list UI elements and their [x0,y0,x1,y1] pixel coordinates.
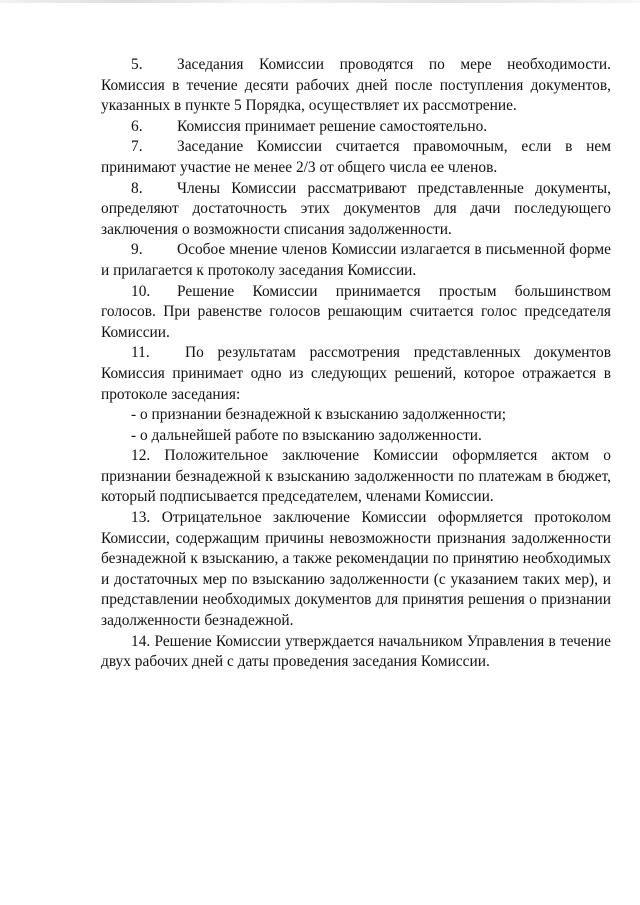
paragraph-text: Особое мнение членов Комиссии излагается в письменной форме и прилагается к протоколу заседания Комиссии. [101,241,611,279]
paragraph-text: Решение Комиссии принимается простым большинством голосов. При равенстве голосов решающим считается голос председателя Комиссии. [101,282,611,341]
list-item: - о дальнейшей работе по взысканию задолженности. [131,426,482,444]
paragraph-13: 13. Отрицательное заключение Комиссии оформляется протоколом Комиссии, содержащим причины невозможности признания задолженности безнадежной к взысканию, а также рекомендации по принятию необходимых и достаточных мер по взысканию задолженности (с указанием таких мер), и представлении необходимых документов для принятия решения о признании задолженности безнадежной. [101,509,611,630]
paragraph-14: 14. Решение Комиссии утверждается начальником Управления в течение двух рабочих дней с даты проведения заседания Комиссии. [101,632,611,671]
scan-top-edge [0,0,640,3]
paragraph-number: 11. [131,344,150,362]
paragraph-6 [101,117,611,138]
paragraph-number: 5. [131,56,143,73]
paragraph-text: По результатам рассмотрения представленных документов Комиссия принимает одно из следующих решений, которое отражается в протоколе заседания: [101,344,611,403]
document-body [101,55,611,673]
paragraph-12: 12. Положительное заключение Комиссии оформляется актом о признании безнадежной к взысканию задолженности по платежам в бюджет, который подписывается председателем, членами Комиссии. [101,447,611,506]
paragraph-number: 7. [131,138,143,156]
paragraph-number: 10. [131,282,151,300]
paragraph-11 [101,343,611,405]
paragraph-text: Комиссия принимает решение самостоятельно. [177,117,488,135]
paragraph-8 [101,179,611,241]
list-item: - о признании безнадежной к взысканию задолженности; [131,406,507,424]
paragraph-7 [101,137,611,178]
paragraph-number: 6. [131,117,143,135]
paragraph-text: Члены Комиссии рассматривают представленные документы, определяют достаточность этих документов для дачи последующего заключения о возможности списания задолженности. [101,179,611,238]
paragraph-number: 8. [131,179,143,197]
paragraph-text: Заседания Комиссии проводятся по мере необходимости. Комиссия в течение десяти рабочих дней после поступления документов, указанных в пункте 5 Порядка, осуществляет их рассмотрение. [101,56,611,115]
paragraph-9 [101,240,611,281]
paragraph-5 [101,55,611,117]
paragraph-text: Заседание Комиссии считается правомочным, если в нем принимают участие не менее 2/3 от общего числа ее членов. [101,138,611,176]
paragraph-number: 9. [131,241,143,259]
paragraph-10 [101,282,611,344]
